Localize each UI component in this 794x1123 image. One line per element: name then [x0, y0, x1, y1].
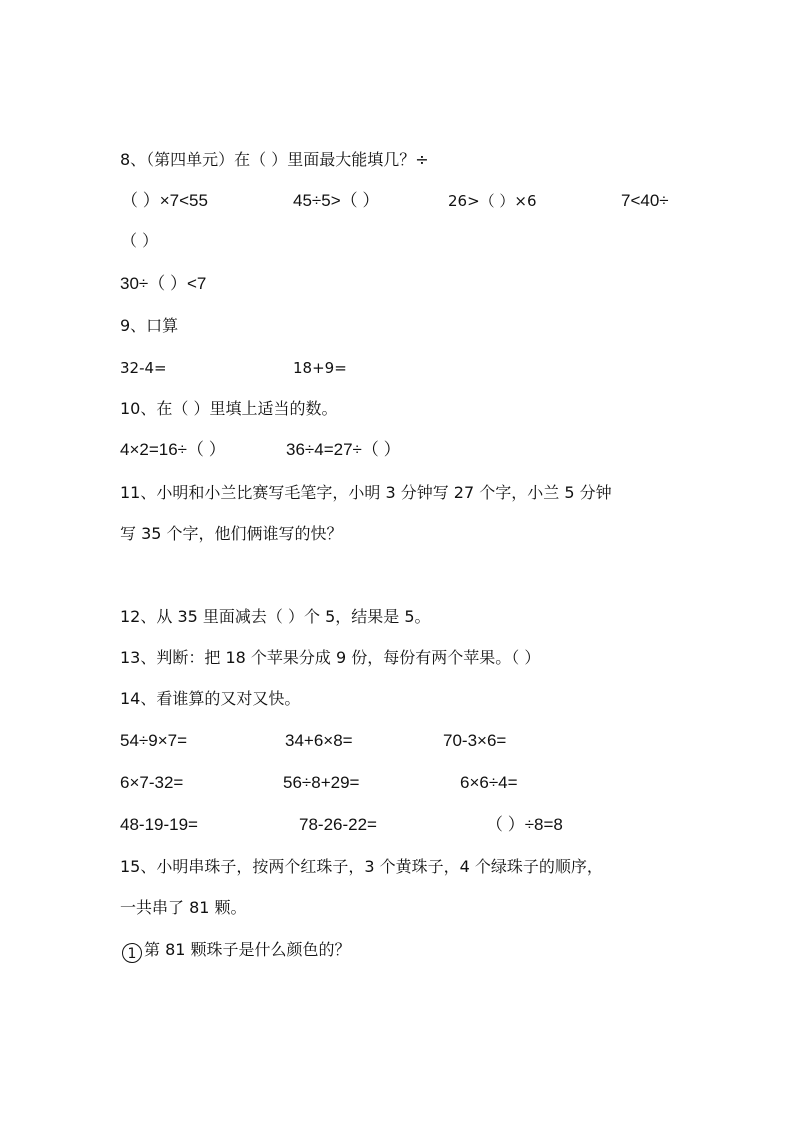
q12-text: 12、从 35 里面减去（ ）个 5，结果是 5。 — [120, 607, 431, 626]
q14-r1-c1: 54÷9×7= — [120, 731, 188, 750]
q15-line-2: 一共串了 81 颗。 — [120, 898, 247, 917]
q15-sub-question-1-text: 第 81 颗珠子是什么颜色的？ — [144, 940, 351, 959]
q15-sub-question-1 — [122, 940, 351, 963]
q8-title: 8、（第四单元）在（ ）里面最大能填几？÷ — [120, 150, 429, 169]
q14-r3-c3: （ ）÷8=8 — [486, 815, 563, 834]
q8-item-2: 45÷5>（ ） — [293, 191, 380, 210]
q8-item-4-continued: （ ） — [121, 231, 159, 250]
q8-item-5: 30÷（ ）<7 — [120, 274, 207, 293]
q10-title: 10、在（ ）里填上适当的数。 — [120, 399, 338, 418]
q13-text: 13、判断：把 18 个苹果分成 9 份，每份有两个苹果。（ ） — [120, 648, 541, 667]
circled-number-marker: 1 — [122, 943, 142, 963]
q11-line-2: 写 35 个字，他们俩谁写的快？ — [120, 524, 343, 543]
q14-r1-c2: 34+6×8= — [285, 731, 353, 750]
q10-item-2: 36÷4=27÷（ ） — [286, 440, 401, 459]
q15-line-1: 15、小明串珠子，按两个红珠子，3 个黄珠子，4 个绿珠子的顺序， — [120, 857, 603, 876]
q14-r3-c2: 78-26-22= — [299, 815, 377, 834]
q8-item-1: （ ）×7<55 — [121, 191, 208, 210]
q14-title: 14、看谁算的又对又快。 — [120, 689, 301, 708]
q11-line-1: 11、小明和小兰比赛写毛笔字，小明 3 分钟写 27 个字，小兰 5 分钟 — [120, 483, 612, 502]
q10-item-1: 4×2=16÷（ ） — [120, 440, 226, 459]
q9-title: 9、口算 — [120, 316, 179, 335]
q14-r3-c1: 48-19-19= — [120, 815, 198, 834]
q14-r2-c1: 6×7-32= — [120, 773, 184, 792]
q9-item-2: 18+9= — [293, 359, 347, 377]
q8-item-4: 7<40÷ — [621, 191, 669, 210]
q14-r1-c3: 70-3×6= — [443, 731, 507, 750]
q14-r2-c2: 56÷8+29= — [283, 773, 360, 792]
q14-r2-c3: 6×6÷4= — [460, 773, 518, 792]
q9-item-1: 32-4= — [120, 359, 167, 377]
q8-item-3: 26>（ ）×6 — [448, 192, 537, 210]
